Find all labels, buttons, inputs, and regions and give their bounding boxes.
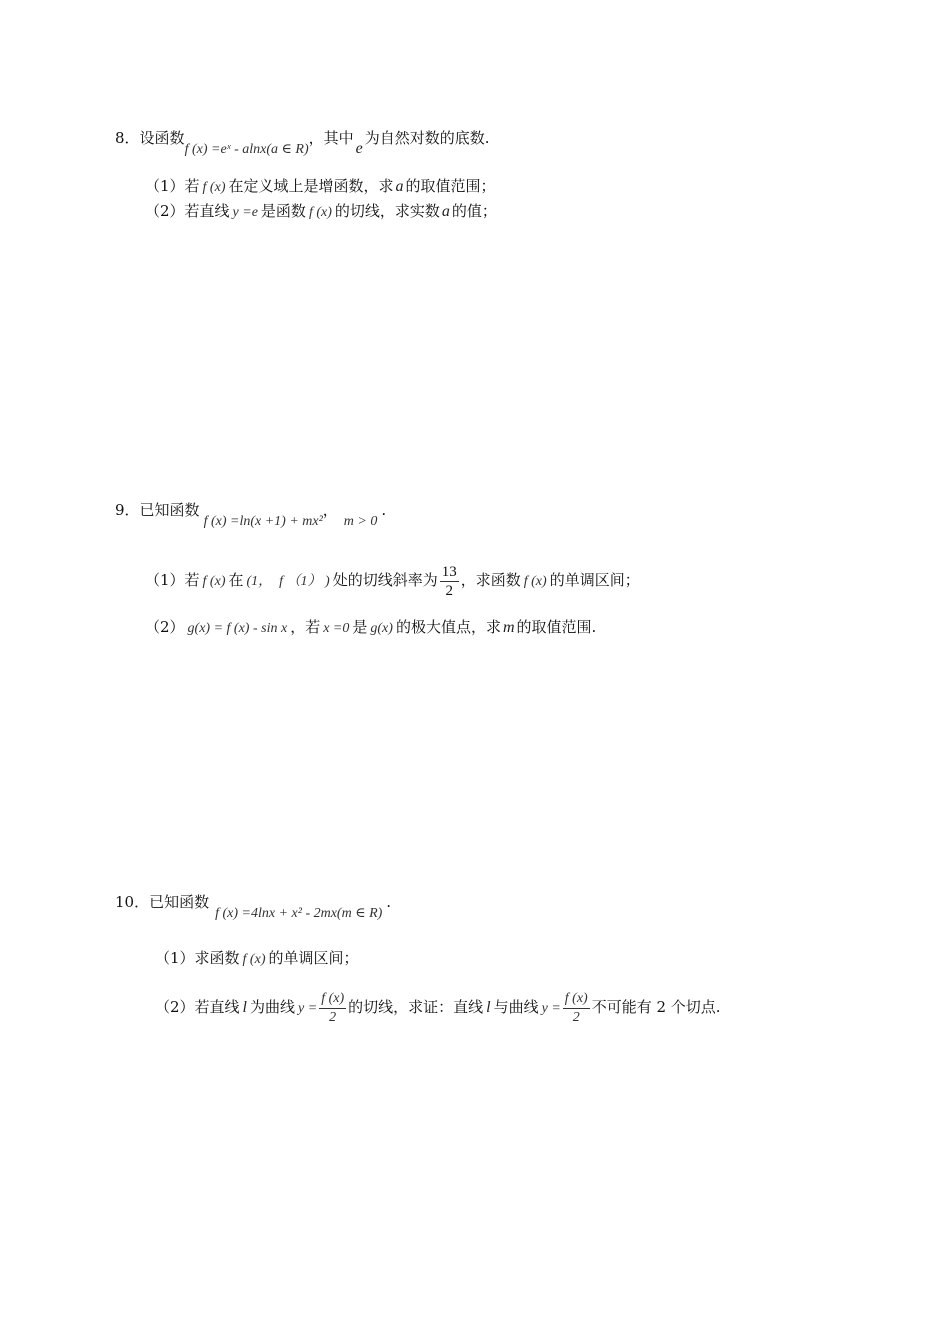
q9-p2-x0: x =0 <box>323 621 350 636</box>
q9-p2-m: m <box>502 619 515 636</box>
q10-p2-l: l <box>242 999 247 1016</box>
q9-p1-frac-den: 2 <box>445 582 453 599</box>
q8-p2-a: a <box>441 203 450 220</box>
q10-p2-l2: l <box>486 999 491 1016</box>
q8-p2-f: f (x) <box>308 205 332 220</box>
q8-part1 <box>145 176 496 198</box>
q10-p1-label: （1）求函数 <box>155 949 240 967</box>
q9-period: . <box>381 501 387 519</box>
q9-part2 <box>145 617 596 639</box>
q9-intro: 已知函数 <box>139 501 200 519</box>
q9-p1-fraction <box>440 563 459 600</box>
q10-p2-fraction2 <box>563 990 590 1027</box>
q8-p1-f: f (x) <box>202 180 226 195</box>
q10-p2-frac-den: 2 <box>329 1009 337 1025</box>
q9-p1-f2: f (x) <box>523 574 547 589</box>
q8-intro: 设函数 <box>139 129 185 147</box>
q8-p2-text2: 的切线，求实数 <box>334 202 440 220</box>
q10-p2-y2: y = <box>541 1001 561 1016</box>
q8-p2-text3: 的值； <box>451 202 497 220</box>
q9-p1-point: (1， f （1） ) <box>246 574 330 589</box>
q8-p1-text1: 在定义域上是增函数，求 <box>228 177 394 195</box>
q8-p1-label: （1）若 <box>145 177 200 195</box>
q9-stem <box>115 500 387 529</box>
q10-intro: 已知函数 <box>149 893 210 911</box>
q10-p1-f: f (x) <box>242 952 266 967</box>
q10-p2-text1: 为曲线 <box>250 998 296 1016</box>
q10-formula: f (x) =4lnx + x² - 2mx(m ∈ R) <box>215 906 383 921</box>
q8-part2 <box>145 201 497 223</box>
q8-after: ，其中 <box>308 129 354 147</box>
q9-p1-text3: ，求函数 <box>460 571 521 589</box>
q9-cond: m > 0 <box>343 514 378 529</box>
q10-p2-frac-num: f (x) <box>319 990 346 1009</box>
q9-p2-text1: ，若 <box>290 618 321 636</box>
q9-p2-text4: 的取值范围. <box>516 618 597 636</box>
q8-e: e <box>355 140 363 157</box>
q10-p2-text3: 与曲线 <box>493 998 539 1016</box>
q9-p1-text4: 的单调区间； <box>549 571 640 589</box>
q8-formula: f (x) =eˣ - alnx(a ∈ R) <box>184 142 309 157</box>
q9-p2-label: （2） <box>145 618 185 636</box>
q10-p1-text1: 的单调区间； <box>268 949 359 967</box>
q8-p2-label: （2）若直线 <box>145 202 230 220</box>
q9-p2-text2: 是 <box>352 618 368 636</box>
q9-p1-f: f (x) <box>202 574 226 589</box>
q9-p2-text3: 的极大值点，求 <box>395 618 501 636</box>
q9-p2-g: g(x) = f (x) - sin x <box>187 621 288 636</box>
q10-p2-frac-num2: f (x) <box>563 990 590 1009</box>
q9-p1-text2: 处的切线斜率为 <box>332 571 438 589</box>
q8-number: 8． <box>115 129 140 147</box>
q9-p1-label: （1）若 <box>145 571 200 589</box>
q10-p2-label: （2）若直线 <box>155 998 240 1016</box>
q9-part1 <box>145 560 640 602</box>
q10-p2-frac-den2: 2 <box>572 1009 580 1025</box>
q10-period: . <box>386 893 392 911</box>
q8-tail: 为自然对数的底数. <box>364 129 490 147</box>
q10-p2-text4: 不可能有 2 个切点. <box>591 998 721 1016</box>
q10-part2 <box>155 985 721 1031</box>
q10-p2-y: y = <box>298 1001 318 1016</box>
q9-p1-text1: 在 <box>228 571 244 589</box>
q9-number: 9． <box>115 501 140 519</box>
q10-part1 <box>155 948 359 970</box>
q9-p1-frac-num: 13 <box>441 563 457 580</box>
q9-p2-g2: g(x) <box>370 621 393 636</box>
q10-p2-fraction <box>319 990 346 1027</box>
q10-stem <box>115 892 392 921</box>
q9-formula: f (x) =ln(x +1) + mx² <box>203 514 323 529</box>
q8-p1-text2: 的取值范围； <box>405 177 496 195</box>
q10-number: 10． <box>115 893 150 911</box>
q8-p1-a: a <box>395 178 404 195</box>
q9-comma: ， <box>322 501 338 519</box>
q10-p2-text2: 的切线，求证：直线 <box>348 998 484 1016</box>
q8-p2-text1: 是函数 <box>260 202 306 220</box>
q8-p2-ye: y =e <box>232 205 258 220</box>
q8-stem <box>115 128 490 157</box>
